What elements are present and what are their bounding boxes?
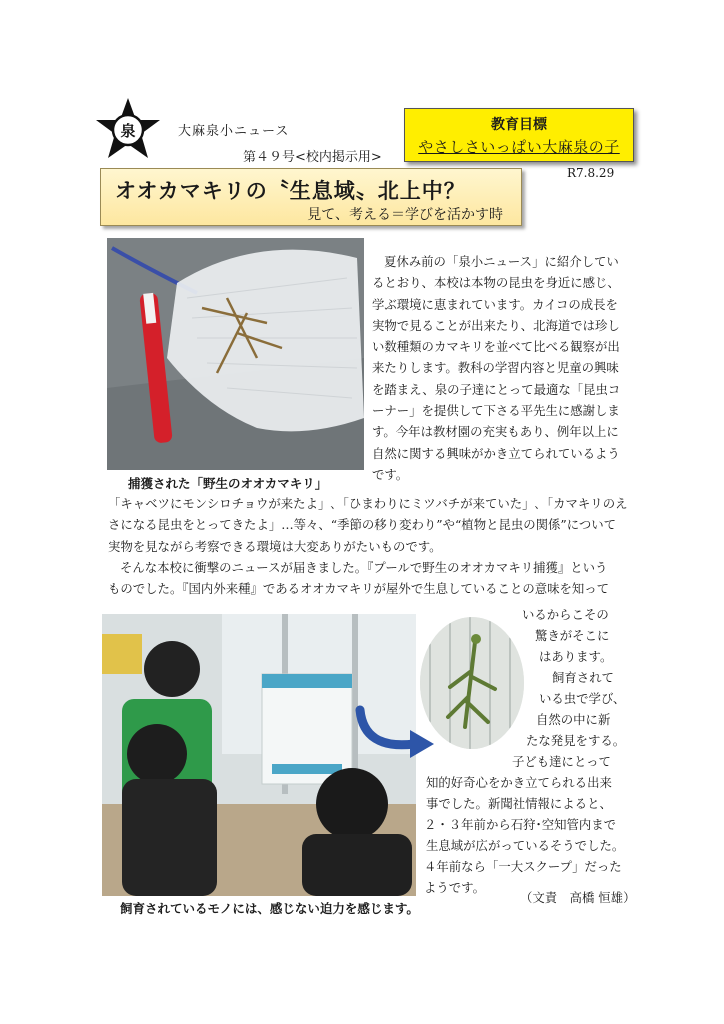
article-line: いるからこその [522, 607, 609, 622]
article-line: 生息域が広がっているそうでした。 [426, 838, 625, 853]
author-signature: （文責 高橋 恒雄） [520, 890, 636, 905]
article-line: 自然の中に新 [536, 712, 611, 727]
article-line: 飼育されて [552, 670, 614, 685]
education-goal-box [404, 108, 634, 162]
headline-title: オオカマキリの〝生息域〟北上中？ [115, 179, 466, 203]
goal-text: やさしさいっぱい大麻泉の子 [418, 138, 620, 156]
article-line: ４年前なら「一大スクープ」だった [424, 859, 622, 874]
article-line: たな発見をする。 [526, 733, 626, 748]
headline-subtitle: 見て、考える＝学びを活かす時 [307, 207, 503, 223]
article-line: 子ども達にとって [512, 754, 611, 769]
article-paragraph-2: 「キャベツにモンシロチョウが来たよ」､「ひまわりにミツバチが来ていた」､「カマキリのえさになる昆虫をとってきたよ」…等々、“季節の移り変わり”や“植物と昆虫の関係”について実物を見ながら考察できる環境は大変ありがたいものです。 [108, 496, 628, 554]
article-paragraph-1: 夏休み前の「泉小ニュース」に紹介しているとおり、本校は本物の昆虫を身近に感じ、学ぶ環境に恵まれています。カイコの成長を実物で見ることが出来たり、北海道では珍しい数種類のカマキリを並べて比べる観察が出来たりします。教科の学習内容と児童の興味を踏まえ、泉の子達にとって最適な「昆虫コーナー」を提供して下さる平先生に感謝します。今年は教材園の充実もあり、例年以上に自然に関する興味がかき立てられているようです。 [372, 254, 621, 482]
article-line: 驚きがそこに [535, 628, 610, 643]
goal-label: 教育目標 [491, 117, 547, 133]
article-line: ２・３年前から石狩･空知管内まで [424, 817, 617, 832]
captured-mantis-photo [107, 238, 364, 470]
article-paragraph-3-line-2: ものでした。『国内外来種』であるオオカマキリが屋外で生息していることの意味を知って [108, 581, 610, 597]
article-line: いる虫で学び、 [539, 691, 626, 706]
captured-mantis-caption: 捕獲された「野生のオオカマキリ」 [128, 476, 328, 491]
article-paragraph-3 [108, 557, 628, 600]
article-line: ようです。 [424, 880, 485, 895]
school-emblem [92, 96, 164, 168]
article-line: はあります。 [539, 649, 613, 664]
article-paragraph-3-line-1: そんな本校に衝撃のニュースが届きました。『プールで野生のオオカマキリ捕獲』という [120, 560, 608, 575]
article-line: 知的好奇心をかき立てられる出来 [426, 775, 612, 790]
issue-date: R7.8.29 [567, 166, 615, 180]
headline-box [100, 168, 522, 226]
article-line: 事でした。新聞社情報によると、 [426, 796, 612, 811]
issue-number: 第４９号<校内掲示用> [243, 150, 382, 165]
caged-mantis-photo [420, 617, 524, 749]
emblem-char: 泉 [120, 122, 136, 140]
classroom-photo-caption: 飼育されているモノには、感じない迫力を感じます。 [120, 901, 419, 916]
newsletter-name: 大麻泉小ニュース [178, 124, 290, 139]
